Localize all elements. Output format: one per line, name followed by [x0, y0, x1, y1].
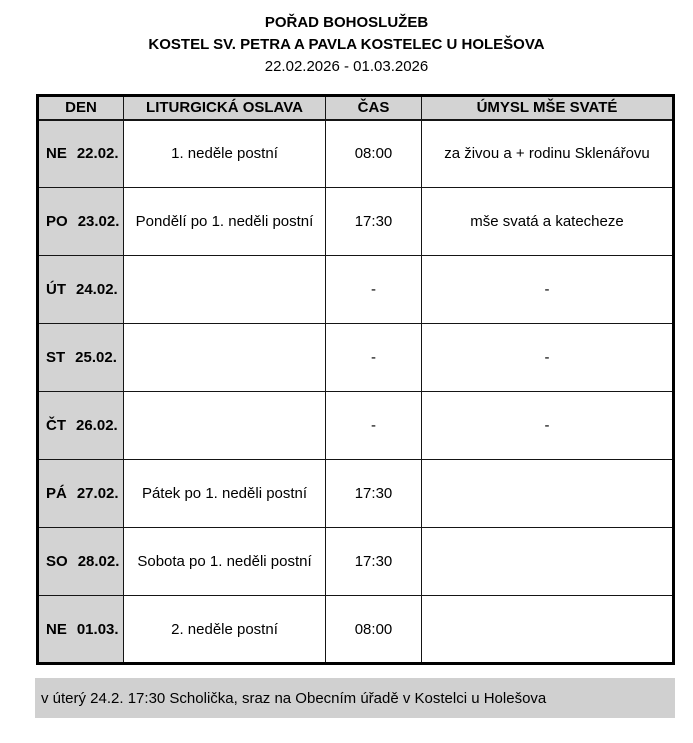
day-abbr: SO [46, 553, 68, 570]
time-cell: - [326, 392, 422, 460]
table-row [38, 392, 674, 460]
day-date: 22.02. [76, 145, 119, 163]
day-date: 01.03. [76, 620, 119, 638]
day-abbr: ÚT [46, 281, 66, 298]
celebration-cell: 2. neděle postní [124, 596, 326, 664]
day-cell [38, 460, 124, 528]
day-abbr: ČT [46, 417, 66, 434]
page-title: POŘAD BOHOSLUŽEB [264, 14, 429, 31]
column-header-celebration: LITURGICKÁ OSLAVA [124, 96, 326, 120]
column-header-day: DEN [38, 96, 124, 120]
table-row [38, 120, 674, 188]
time-cell: 17:30 [326, 528, 422, 596]
time-cell: 08:00 [326, 596, 422, 664]
date-range: 22.02.2026 - 01.03.2026 [264, 58, 429, 75]
column-header-intention: ÚMYSL MŠE SVATÉ [422, 96, 674, 120]
day-abbr: NE [46, 145, 67, 163]
day-cell [38, 256, 124, 324]
day-cell [38, 188, 124, 256]
table-row [38, 324, 674, 392]
day-cell [38, 528, 124, 596]
celebration-cell: Sobota po 1. neděli postní [124, 528, 326, 596]
intention-cell: - [422, 324, 674, 392]
footer-note: v úterý 24.2. 17:30 Scholička, sraz na Obecním úřadě v Kostelci u Holešova [35, 678, 675, 718]
day-date: 28.02. [77, 553, 120, 570]
table-row [38, 460, 674, 528]
celebration-cell [124, 392, 326, 460]
time-cell: - [326, 324, 422, 392]
time-cell: - [326, 256, 422, 324]
column-header-time: ČAS [326, 96, 422, 120]
celebration-cell: 1. neděle postní [124, 120, 326, 188]
table-row [38, 256, 674, 324]
time-cell: 17:30 [326, 460, 422, 528]
time-cell: 08:00 [326, 120, 422, 188]
day-date: 27.02. [76, 485, 119, 502]
day-date: 26.02. [76, 417, 118, 434]
time-cell: 17:30 [326, 188, 422, 256]
day-abbr: NE [46, 620, 67, 638]
intention-cell: - [422, 392, 674, 460]
table-header-row [38, 96, 674, 120]
day-abbr: PÁ [46, 485, 67, 502]
title-block [0, 0, 693, 78]
celebration-cell [124, 256, 326, 324]
day-cell [38, 596, 124, 664]
table-row [38, 596, 674, 664]
day-cell [38, 324, 124, 392]
celebration-cell [124, 324, 326, 392]
day-cell [38, 120, 124, 188]
day-cell [38, 392, 124, 460]
church-name: KOSTEL SV. PETRA A PAVLA KOSTELEC U HOLEŠOVA [148, 36, 545, 53]
day-date: 24.02. [76, 281, 118, 298]
intention-cell: - [422, 256, 674, 324]
day-date: 23.02. [77, 213, 120, 230]
intention-cell [422, 460, 674, 528]
day-abbr: ST [46, 349, 66, 366]
celebration-cell: Pátek po 1. neděli postní [124, 460, 326, 528]
intention-cell [422, 596, 674, 664]
table-row [38, 188, 674, 256]
intention-cell: za živou a + rodinu Sklenářovu [422, 120, 674, 188]
table-row [38, 528, 674, 596]
day-date: 25.02. [75, 349, 117, 366]
intention-cell: mše svatá a katecheze [422, 188, 674, 256]
celebration-cell: Pondělí po 1. neděli postní [124, 188, 326, 256]
schedule-table [36, 94, 675, 665]
day-abbr: PO [46, 213, 68, 230]
intention-cell [422, 528, 674, 596]
